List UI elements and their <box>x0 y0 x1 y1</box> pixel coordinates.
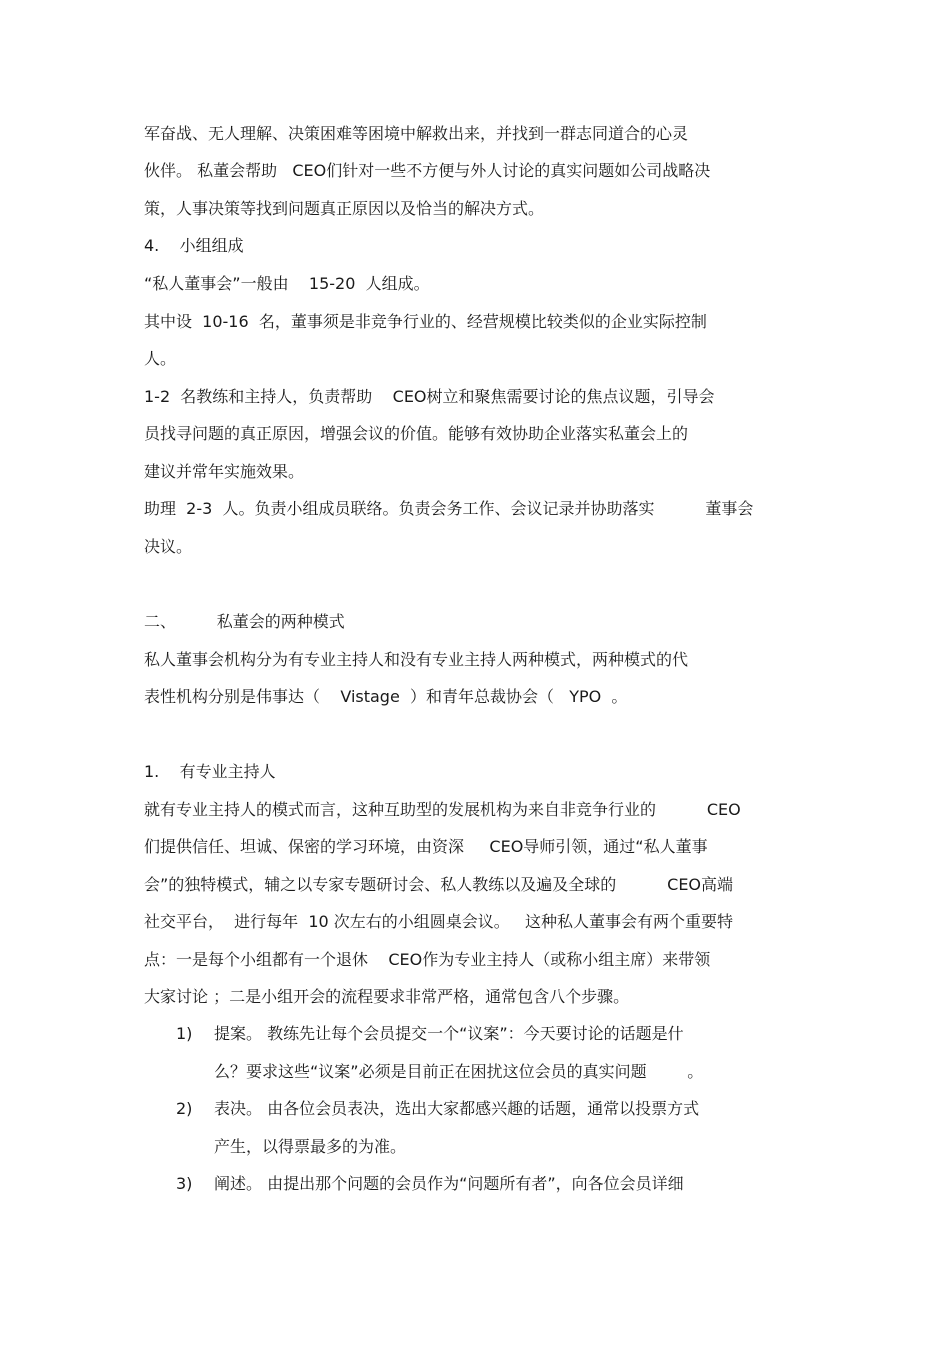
body-text-line: 建议并常年实施效果。 <box>144 462 305 481</box>
step-number: 1) <box>176 1024 193 1043</box>
step-text-line: 阐述。 由提出那个问题的会员作为“问题所有者”，向各位会员详细 <box>214 1174 684 1193</box>
body-text-line: 就有专业主持人的模式而言，这种互助型的发展机构为来自非竞争行业的 CEO <box>144 800 741 819</box>
section-heading: 4. 小组组成 <box>144 236 244 255</box>
section-heading: 二、 私董会的两种模式 <box>144 612 345 631</box>
body-text-line: 大家讨论 ；二是小组开会的流程要求非常严格，通常包含八个步骤。 <box>144 987 630 1006</box>
body-text-line: 伙伴。 私董会帮助 CEO们针对一些不方便与外人讨论的真实问题如公司战略决 <box>144 161 711 180</box>
body-text-line: 点：一是每个小组都有一个退休 CEO作为专业主持人（或称小组主席）来带领 <box>144 950 711 969</box>
body-text-line: 1-2 名教练和主持人，负责帮助 CEO树立和聚焦需要讨论的焦点议题，引导会 <box>144 387 715 406</box>
body-text-line: 私人董事会机构分为有专业主持人和没有专业主持人两种模式，两种模式的代 <box>144 650 689 669</box>
body-text-line: 社交平台， 进行每年 10 次左右的小组圆桌会议。 这种私人董事会有两个重要特 <box>144 912 734 931</box>
body-text-line: 们提供信任、坦诚、保密的学习环境，由资深 CEO导师引领，通过“私人董事 <box>144 837 708 856</box>
step-text-line: 产生，以得票最多的为准。 <box>214 1137 407 1156</box>
body-text-line: 策，人事决策等找到问题真正原因以及恰当的解决方式。 <box>144 199 545 218</box>
body-text-line: 军奋战、无人理解、决策困难等困境中解救出来，并找到一群志同道合的心灵 <box>144 124 689 143</box>
step-text-line: 表决。 由各位会员表决，选出大家都感兴趣的话题，通常以投票方式 <box>214 1099 700 1118</box>
body-text-line: 决议。 <box>144 537 193 556</box>
step-number: 2) <box>176 1099 193 1118</box>
body-text-line: 人。 <box>144 349 177 368</box>
step-number: 3) <box>176 1174 193 1193</box>
body-text-line: 会”的独特模式，辅之以专家专题研讨会、私人教练以及遍及全球的 CEO高端 <box>144 875 734 894</box>
body-text-line: 员找寻问题的真正原因，增强会议的价值。能够有效协助企业落实私董会上的 <box>144 424 689 443</box>
step-text-line: 提案。 教练先让每个会员提交一个“议案”：今天要讨论的话题是什 <box>214 1024 684 1043</box>
body-text-line: “私人董事会”一般由 15-20 人组成。 <box>144 274 430 293</box>
subsection-heading: 1. 有专业主持人 <box>144 762 276 781</box>
body-text-line: 助理 2-3 人。负责小组成员联络。负责会务工作、会议记录并协助落实 董事会 <box>144 499 754 518</box>
body-text-line: 表性机构分别是伟事达（ Vistage ）和青年总裁协会（ YPO 。 <box>144 687 628 706</box>
body-text-line: 其中设 10-16 名，董事须是非竞争行业的、经营规模比较类似的企业实际控制 <box>144 312 707 331</box>
step-text-line: 么？要求这些“议案”必须是目前正在困扰这位会员的真实问题 。 <box>214 1062 704 1081</box>
